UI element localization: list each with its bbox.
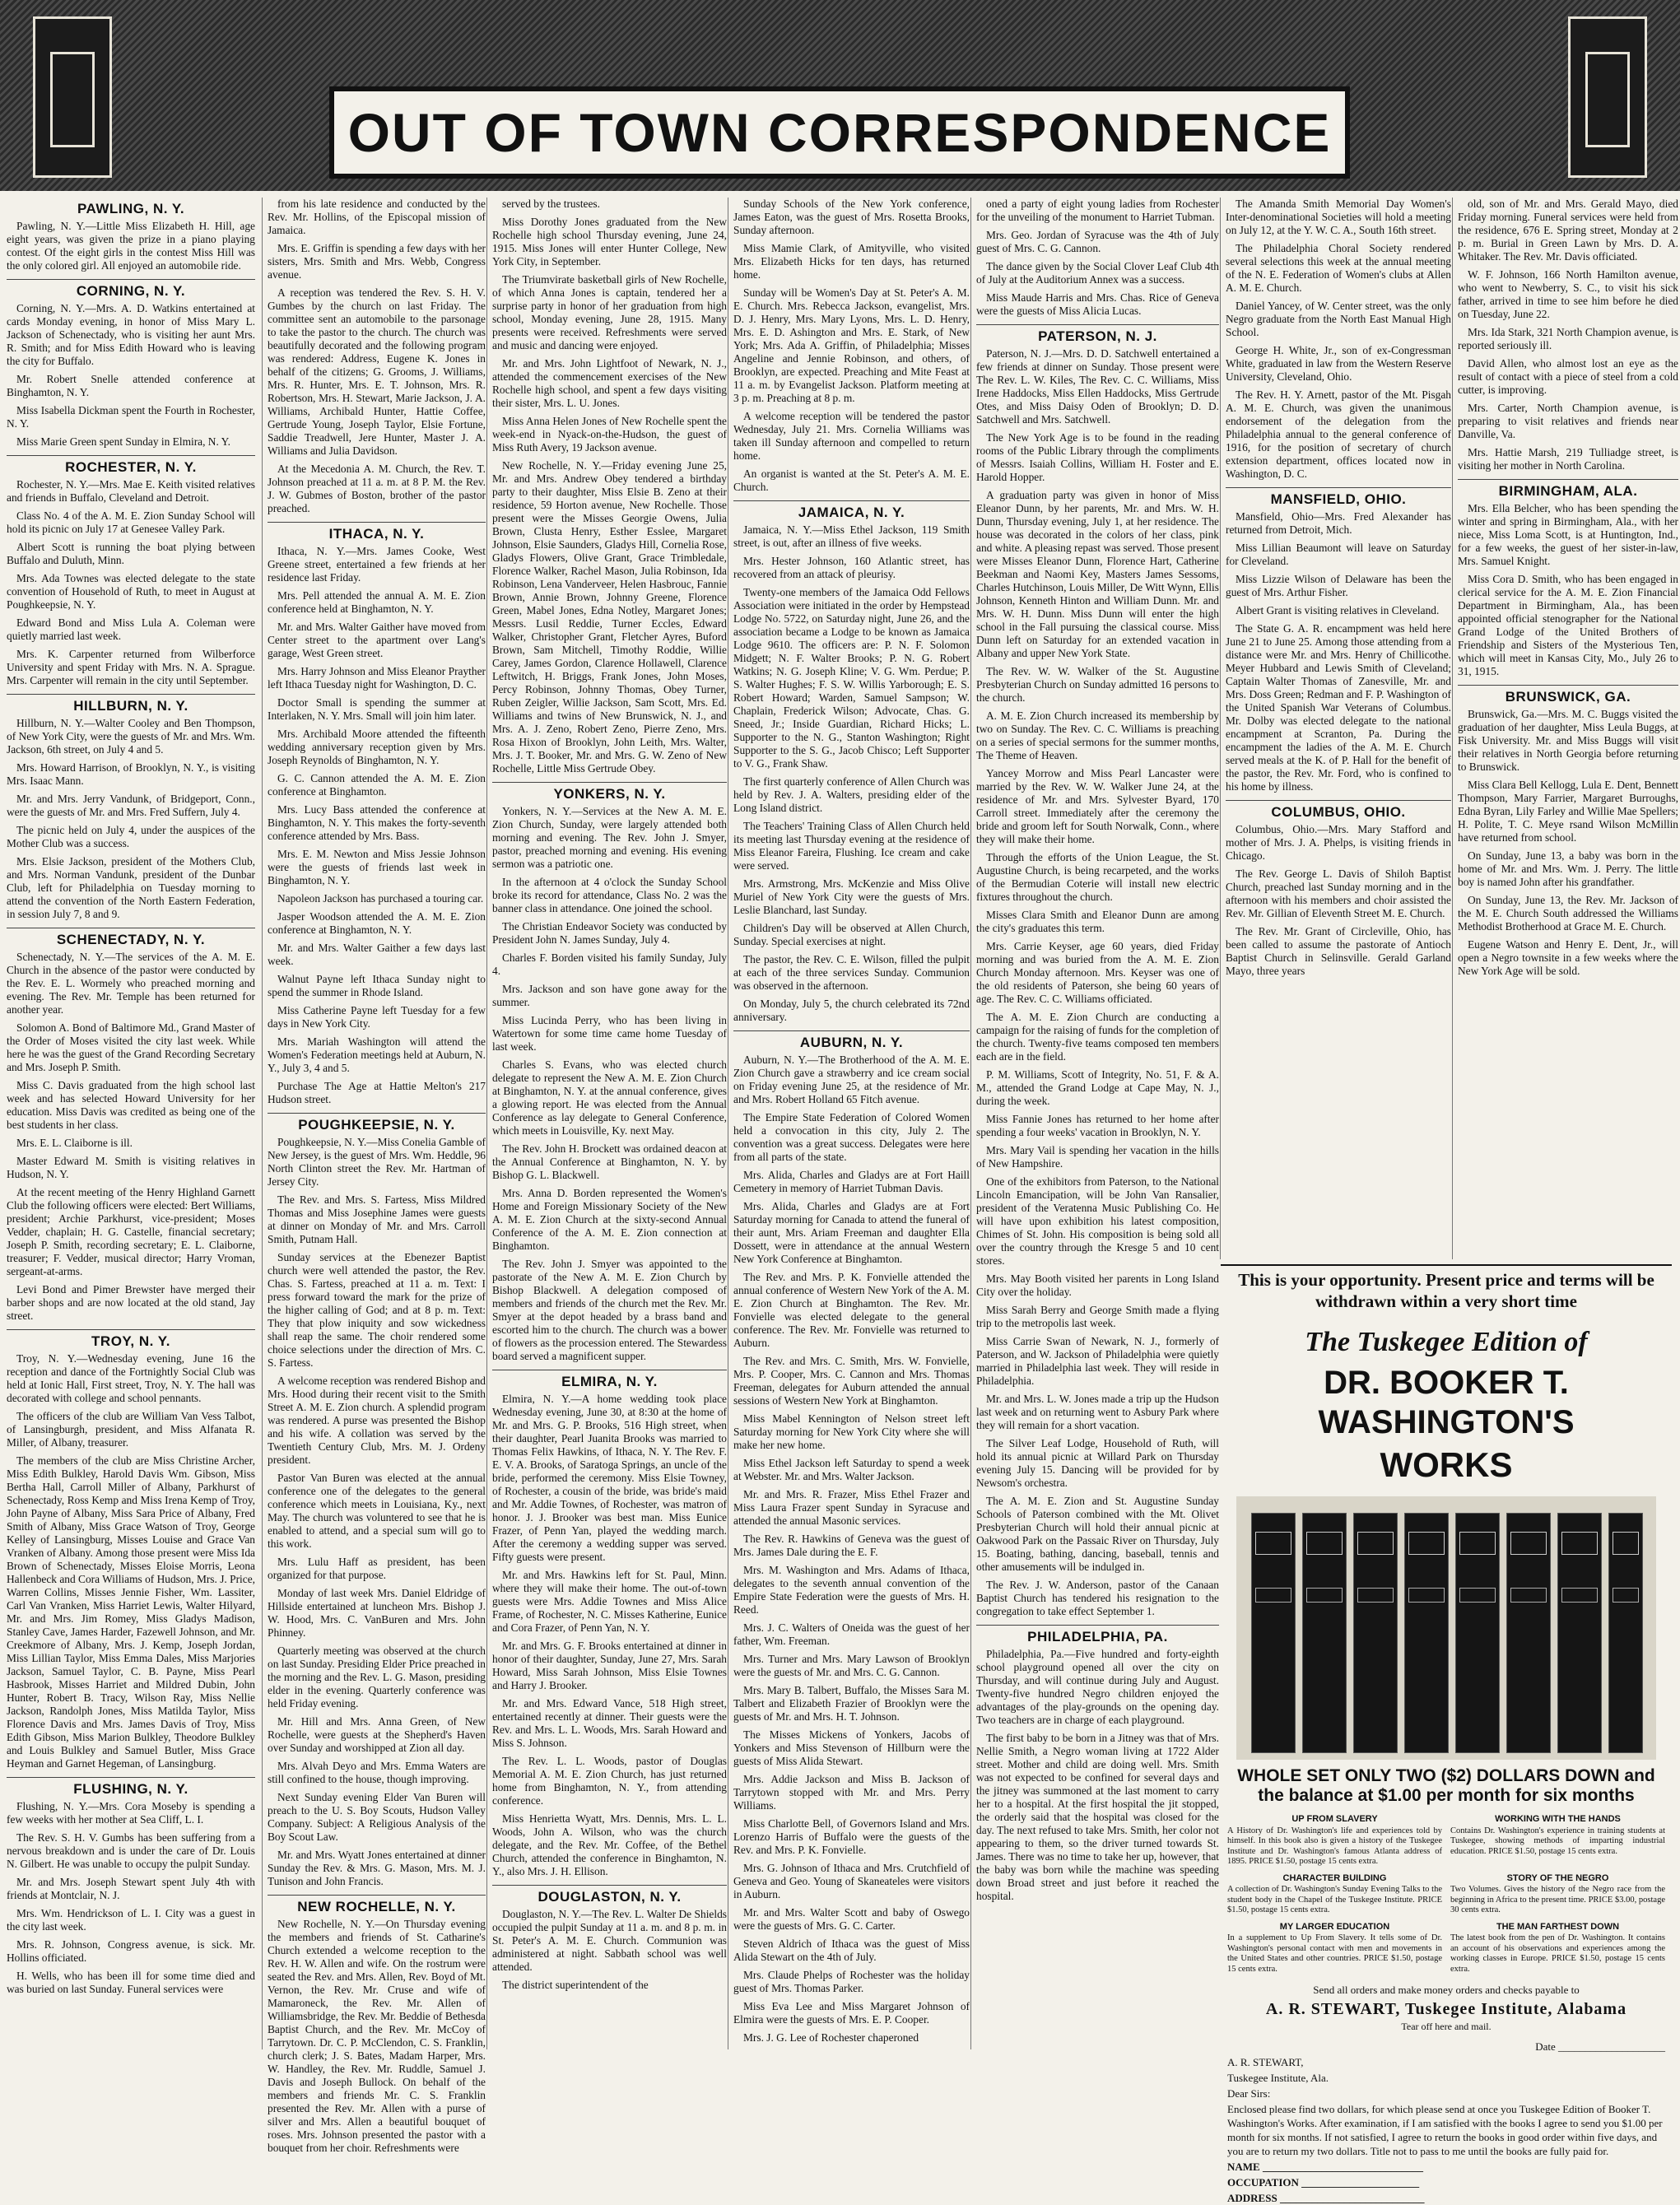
section-heading: CORNING, N. Y.	[7, 279, 255, 298]
order-form-name-label: NAME	[1227, 2161, 1260, 2173]
section-heading: SCHENECTADY, N. Y.	[7, 928, 255, 947]
article-paragraph: Mrs. Alida, Charles and Gladys are at Fort Saturday morning for Canada to attend the funeral of their aunt, Mrs. Ariam Freeman and daughter Ella Dossett, were in attendance at the annual Western New York Conference at Binghamton.	[733, 1200, 970, 1265]
article-paragraph: A welcome reception was rendered Bishop and Mrs. Hood during their recent visit to the Smith Street A. M. E. Zion church. A splendid program was rendered. A purse was presented the Bishop and his wife. A collation was served by the Twentieth Century Club, Mrs. M. J. Ordeny president.	[268, 1375, 486, 1466]
article-paragraph: Next Sunday evening Elder Van Buren will preach to the U. S. Boy Scouts, Hudson Valley Company. Subject: A Religious Analysis of the Boy Scout Law.	[268, 1791, 486, 1843]
section-heading: FLUSHING, N. Y.	[7, 1777, 255, 1796]
article-paragraph: Mrs. Geo. Jordan of Syracuse was the 4th of July guest of Mrs. C. G. Cannon.	[976, 229, 1219, 254]
ad-tear-off-note: Tear off here and mail.	[1401, 2021, 1492, 2032]
ad-book-title: CHARACTER BUILDING	[1282, 1872, 1387, 1883]
article-paragraph: Mrs. Hester Johnson, 160 Atlantic street, has recovered from an attack of pleurisy.	[733, 555, 970, 580]
article-paragraph: Miss Cora D. Smith, who has been engaged in clerical service for the A. M. E. Zion Financial Department in Birmingham, Ala., has been appointed official stenographer for the National Grand Lodge of the United Brothers of Friendship and Sisters of the Mysterious Ten, which will meet in Kansas City, Mo., July 26 to 31, 1915.	[1458, 573, 1678, 677]
article-paragraph: Miss Catherine Payne left Tuesday for a few days in New York City.	[268, 1004, 486, 1030]
article-paragraph: One of the exhibitors from Paterson, to the National Lincoln Emancipation, will be John Van Ransalier, president of the Veratenna Music Publishing Co. He will have upon exhibition his latest composition, Chimes of St. John. His composition is being sold all over the country through the Kresge 5 and 10 cent stores.	[976, 1175, 1219, 1267]
article-paragraph: Mrs. Jackson and son have gone away for the summer.	[492, 983, 727, 1008]
news-column-6	[1220, 198, 1451, 1259]
article-paragraph: Philadelphia, Pa.—Five hundred and forty-eighth school playground opened all over the city on Thursday, and will continue during July and August. Twenty-five hundred Negro children enjoyed the advantages of the play-grounds on the opening day. Two teachers are in charge of each playground.	[976, 1648, 1219, 1726]
book-spine-icon	[1353, 1513, 1398, 1753]
article-paragraph: Mrs. E. Griffin is spending a few days with her sisters, Mrs. Smith and Mrs. Webb, Congress avenue.	[268, 242, 486, 281]
article-paragraph: The State G. A. R. encampment was held here June 21 to June 25. Among those attending from a distance were Mr. and Mrs. Henry of Chillicothe. Meyer Hubbard and Lewis Smith of Cleveland; Captain Walter Thomas of Zanesville, Mr. and Mrs. Doss Green; Redman and F. P. Washington of the United Spanish War Veterans of Columbus. Mr. Dolby was elected delegate to the national encampment at Scranton, Pa. During the encampment the ladies of the A. M. E. Church served meals at the K. of P. Hall for the benefit of the pastor, the Rev. Mr. Ford, who is confined to his home by illness.	[1226, 622, 1451, 793]
article-paragraph: Miss Isabella Dickman spent the Fourth in Rochester, N. Y.	[7, 404, 255, 430]
article-paragraph: Purchase The Age at Hattie Melton's 217 Hudson street.	[268, 1080, 486, 1105]
article-paragraph: Paterson, N. J.—Mrs. D. D. Satchwell entertained a few friends at dinner on Sunday. Those present were The Rev. L. W. Kiles, The Rev. C. C. Williams, Miss Irene Haddocks, Miss Ellen Haddocks, Miss Gertrude Otes, and Miss Daisy Oden of Brooklyn; D. D. Satchwell and Mrs. Satchwell.	[976, 347, 1219, 426]
article-paragraph: The New York Age is to be found in the reading rooms of the Public Library through the compliments of Messrs. Isaiah Collins, William H. Foster and E. Harold Hopper.	[976, 431, 1219, 483]
news-column-7	[1452, 198, 1678, 1259]
article-paragraph: Mrs. Carter, North Champion avenue, is preparing to visit relatives and friends near Danville, Va.	[1458, 402, 1678, 440]
article-paragraph: Mr. and Mrs. Walter Scott and baby of Oswego were the guests of Mrs. G. C. Carter.	[733, 1906, 970, 1932]
ad-book-title: WORKING WITH THE HANDS	[1495, 1814, 1621, 1824]
ad-book-description: In a supplement to Up From Slavery. It tells some of Dr. Washington's personal contact with men and movements in the United States and other countries. PRICE $1.50, postage 15 cents extra.	[1227, 1933, 1442, 1974]
article-paragraph: Mrs. Carrie Keyser, age 60 years, died Friday morning and was buried from the A. M. E. Zion Church Monday afternoon. Mrs. Keyser was one of the old residents of Paterson, she being 60 years of age. The Rev. C. C. Williams officiated.	[976, 940, 1219, 1005]
news-column-1	[7, 198, 255, 2049]
article-paragraph: The Rev. and Mrs. C. Smith, Mrs. W. Fonvielle, Mrs. P. Cooper, Mrs. C. Cannon and Mrs. Thomas Freeman, delegates for Auburn attended the annual sessions of Western New York at Binghamton.	[733, 1355, 970, 1407]
article-paragraph: Miss Fannie Jones has returned to her home after spending a four weeks' vacation in Brooklyn, N. Y.	[976, 1113, 1219, 1138]
article-paragraph: Edward Bond and Miss Lula A. Coleman were quietly married last week.	[7, 616, 255, 642]
ad-book-description: A History of Dr. Washington's life and experiences told by himself. In this book also is given a history of the Tuskegee Institute and Dr. Washington's famous Atlanta address of 1895. PRICE $1.50, postage 15 cents extra.	[1227, 1826, 1442, 1866]
ad-book-entry	[1227, 1919, 1442, 1978]
article-paragraph: At the recent meeting of the Henry Highland Garnett Club the following officers were elected: Bert Williams, president; Archie Parkhurst, vice-president; Moses Vedder, chaplain; H. G. Castelle, financial secretary; Joseph P. Smith, recording secretary; E. L. Claiborne, treasurer; F. Vedder, musical director; Harry Vroman, sergeant-at-arms.	[7, 1186, 255, 1277]
order-form: Date ____________________ A. R. STEWART, Tuskegee Institute, Ala. Dear Sirs: Enclosed please find two dollars, for which please send at once you Tuskegee Edition of Booker T. Washington's Works. After examination, if I am satisfied with the books I agree to send you $1.00 per month for six months. If not satisfied, I agree to return the books in good order within five days, and you are to return my two dollars. Title not to pass to me until the books are fully paid for. NAME ______________________________ OCCUPATION ______________________ ADDRESS ___________________________	[1227, 2040, 1665, 2204]
article-paragraph: Mrs. Claude Phelps of Rochester was the holiday guest of Mrs. Thomas Parker.	[733, 1969, 970, 1994]
book-spine-icon	[1608, 1513, 1643, 1753]
order-form-body: Enclosed please find two dollars, for which please send at once you Tuskegee Edition of Booker T. Washington's Works. After examination, if I am satisfied with the books I agree to send you $1.00 per month for six months. If not satisfied, I agree to return the books in good order within five days, and you are to return my two dollars. Title not to pass to me until the books are fully paid for.	[1227, 2103, 1663, 2157]
article-paragraph: Hillburn, N. Y.—Walter Cooley and Ben Thompson, of New York City, were the guests of Mr. and Mrs. Wm. Jackson, 6th street, on July 4 and 5.	[7, 717, 255, 756]
article-paragraph: Mrs. Hattie Marsh, 219 Tulliadge street, is visiting her mother in North Carolina.	[1458, 446, 1678, 472]
article-paragraph: The A. M. E. Zion Church are conducting a campaign for the raising of funds for the completion of the church. Twenty-five teams composed ten members each are in the field.	[976, 1011, 1219, 1063]
article-paragraph: A welcome reception will be tendered the pastor Wednesday, July 21. Mrs. Cornelia Williams was taken ill Sunday afternoon and compelled to return home.	[733, 410, 970, 462]
article-paragraph: Doctor Small is spending the summer at Interlaken, N. Y. Mrs. Small will join him later.	[268, 696, 486, 722]
article-paragraph: The first quarterly conference of Allen Church was held by Rev. J. A. Walters, presiding elder of the Long Island district.	[733, 775, 970, 814]
article-paragraph: oned a party of eight young ladies from Rochester for the unveiling of the monument to Harriet Tubman.	[976, 198, 1219, 223]
article-paragraph: Mansfield, Ohio—Mrs. Fred Alexander has returned from Detroit, Mich.	[1226, 510, 1451, 536]
article-paragraph: Children's Day will be observed at Allen Church, Sunday. Special exercises at night.	[733, 922, 970, 947]
article-paragraph: Mr. and Mrs. Jerry Vandunk, of Bridgeport, Conn., were the guests of Mr. and Mrs. Fred Suffern, July 4.	[7, 793, 255, 818]
article-paragraph: Schenectady, N. Y.—The services of the A. M. E. Church in the absence of the pastor were conducted by the Rev. E. L. Wormely who preached morning and evening. The Rev. Mr. Temple has been returned for another year.	[7, 951, 255, 1016]
masthead-banner	[329, 86, 1350, 179]
masthead	[0, 0, 1680, 191]
article-paragraph: The dance given by the Social Clover Leaf Club 4th of July at the Auditorium Annex was a success.	[976, 260, 1219, 286]
article-paragraph: New Rochelle, N. Y.—Friday evening June 25, Mr. and Mrs. Andrew Obey tendered a birthday party to their daughter, Miss Elsie B. Zeno at their residence, 59 Horton avenue, New Rochelle. Those present were the Misses Georgie Owens, Julia Brown, Clusta Henry, Esther Esslee, Margaret Johnson, Elsie Saunders, Gladys Hill, Cornelia Rose, Gladys Flowers, Olive Grant, Grace Trimbledale, Florence Walker, Rachel Mason, Julia Robinson, Ida Robinson, Lena Vanderveer, Helen Hasbrouc, Fannie Brown, Annie Brown, Johnny Greene, Florence Green, Mabel Jones, Edna Notley, Margaret Jones; Messrs. Lusil Reddie, Turner Eccles, Edward Walker, Christopher Grant, Fletcher Ayres, Buford Brown, Sam Mitchell, Timothy Roddie, Willie Carey, James Gordon, Clarence Hollawell, Clarence Leftwitch, H. Briggs, Frank Jones, John Moses, Percy Robinson, Johnny Thomas, Obey Turner, Ruben Zeigler, Willie Jackson, Sam Scott, Mrs. Ed. Williams and twins of New Brunswick, N. J., and Mrs. A. J. Zeno, Robert Zeno, Pierre Zeno, Mrs. Rosa Hixon of Brooklyn, John Leith, Mrs. Walter, Mrs. J. T. Booker, Mr. and Mrs. G. W. Zeno of New Rochelle, Little Miss Gertrude Obey.	[492, 459, 727, 775]
article-paragraph: Mrs. E. M. Newton and Miss Jessie Johnson were the guests of friends last week in Binghamton, N. Y.	[268, 848, 486, 886]
article-paragraph: The members of the club are Miss Christine Archer, Miss Edith Bulkley, Harold Davis Wm. Gibson, Miss Bertha Hall, Carroll Miller of Albany, Parkhurst of Schenectady, Ross Kemp and Miss Irena Kemp of Troy, John Payne of Albany, Miss Sara Price of Albany, Fred Smith of Albany, Miss Grace Watson of Troy, George Kelley of Lansingburg, Misses Louise and Grace Van Vranken of Albany. Among those present were Miss Ida Brown of Schenectady, Misses Eloise Morris, Leona Hallenbeck and Cora Williams of Hudson, Mrs. J. Price, Warren Collins, Misses Jennie Fisher, Wm. Lassiter, Carl Van Vranken, Miss Harriet Lewis, Walter Hilyard, Mr. and Mrs. Jim Romey, Miss Gladys Madison, Stanley Cave, James Harder, Fazewell Johnson, and Mr. Creekmore of Albany, Mrs. J. Kemp, Joseph Jordan, Miss Lillian Taylor, Miss Emma Dales, Miss Marjories Jackson, Samuel Taylor, C. B. Payne, Miss Pearl Hasbrook, Misses Harriet and Mildred Dubin, John Hunter, Robert B. Tracy, Wilson Ray, Miss Nellie Jackson, Randolph Jones, Miss Matilda Taylor, Miss Florence Davis and Mrs. James Davis of Troy, Miss Edith Gibson, Miss Marion Bulkley, Theodore Bulkley and Louis Bulkley and Samuel Butler, Miss Grace Heyman and Garnet Hegeman, of Lansingburg.	[7, 1454, 255, 1770]
section-heading: MANSFIELD, OHIO.	[1226, 487, 1451, 506]
article-paragraph: The A. M. E. Zion and St. Augustine Sunday Schools of Paterson combined with the Mt. Olivet Presbyterian Church will hold their annual picnic at Oakwood Park on the Passaic River on Thursday, July 15. Boating, bathing, dancing, baseball, tennis and other amusements will be indulged in.	[976, 1495, 1219, 1573]
article-paragraph: Mrs. Mary B. Talbert, Buffalo, the Misses Sara M. Talbert and Elizabeth Frazier of Brooklyn were the guests of Mr. and Mrs. H. T. Johnson.	[733, 1684, 970, 1723]
book-spine-icon	[1506, 1513, 1551, 1753]
ad-book-description: A collection of Dr. Washington's Sunday Evening Talks to the student body in the Chapel of the Tuskegee Institute. PRICE $1.50, postage 15 cents extra.	[1227, 1885, 1442, 1914]
article-paragraph: The Rev. W. W. Walker of the St. Augustine Presbyterian Church on Sunday admitted 16 persons to the church.	[976, 665, 1219, 704]
ad-edition-title: The Tuskegee Edition of	[1305, 1327, 1588, 1357]
ad-address: A. R. STEWART, Tuskegee Institute, Alabama	[1265, 2000, 1627, 2018]
article-paragraph: Mrs. Archibald Moore attended the fifteenth wedding anniversary reception given by Mrs. Joseph Reynolds of Binghamton, N. Y.	[268, 728, 486, 766]
article-paragraph: The Rev. and Mrs. P. K. Fonvielle attended the annual conference of Western New York of the A. M. E. Zion Church at Binghamton. The Rev. Mr. Fonvielle was elected delegate to the general conference. The Rev. Mr. Fonvielle was returned to Auburn.	[733, 1271, 970, 1349]
article-paragraph: Mrs. Harry Johnson and Miss Eleanor Prayther left Ithaca Tuesday night for Washington, D. C.	[268, 665, 486, 691]
article-paragraph: The picnic held on July 4, under the auspices of the Mother Club was a success.	[7, 824, 255, 849]
article-paragraph: New Rochelle, N. Y.—On Thursday evening the members and friends of St. Catharine's Church extended a welcome reception to the Rev. H. W. Allen and wife. On the rostrum were seated the Rev. and Mrs. Allen, Rev. Boyd of Mt. Vernon, the Rev. Mr. Cruse and wife of Mamaroneck, the Rev. Mr. Allen of Williamsbridge, the Rev. Mr. Beddie of Bethesda Baptist Church, and the Rev. Mr. McCoy of Tarrytown. Dr. C. P. McClendon, C. S. Franklin, church clerk; J. S. Bates, Madam Harper, Mrs. W. Handley, the Rev. Mr. Ruddle, Samuel J. Davis and Joseph Bullock. On behalf of the members and friends Mr. C. S. Franklin presented the Rev. Mr. Allen with a purse of silver and Mrs. Allen a beautiful bouquet of roses. Mrs. Johnson presented the pastor with a bouquet from her choir. Refreshments were	[268, 1918, 486, 2154]
article-paragraph: Miss Sarah Berry and George Smith made a flying trip to the metropolis last week.	[976, 1304, 1219, 1329]
ad-opportunity-line: This is your opportunity. Present price and terms will be withdrawn within a very short time	[1238, 1270, 1654, 1311]
article-paragraph: Miss Ethel Jackson left Saturday to spend a week at Webster. Mr. and Mrs. Walter Jackson.	[733, 1457, 970, 1482]
ad-works-title: WORKS	[1380, 1445, 1513, 1484]
article-paragraph: The Rev. John J. Smyer was appointed to the pastorate of the New A. M. E. Zion Church by Bishop Blackwell. A delegation composed of members and friends of the church met the Rev. Mr. Smyer at the depot headed by a brass band and escorted him to the church. The church was a bower of flowers as the procession entered. The Stewardess board served a magnificent supper.	[492, 1258, 727, 1362]
article-paragraph: The Silver Leaf Lodge, Household of Ruth, will hold its annual picnic at Willard Park on Thursday evening July 15. Dancing will be provided for by Newsom's orchestra.	[976, 1437, 1219, 1489]
section-heading: DOUGLASTON, N. Y.	[492, 1885, 727, 1904]
article-paragraph: A graduation party was given in honor of Miss Eleanor Dunn, by her parents, Mr. and Mrs. W. H. Dunn, Thursday evening, July 1, at her residence. The house was decorated in the colors of her class, pink and white. A pleasing repast was served. Those present were Misses Eleanor Dunn, Florence Hart, Catherine Beekman and Naomi Key, Masters James Sessoms, Charles Hutchinson, Louis Miller, De Witt Wynn, Ellis Johnson, Kenneth Hinton and William Dunn. Mr. and Mrs. W. H. Dunn. Miss Dunn will enter the high school in the Fall pursuing the classical course. Miss Dunn left on Saturday for an extended vacation in Albany and upper New York State.	[976, 489, 1219, 659]
ad-send-orders: Send all orders and make money orders and checks payable to	[1313, 1984, 1580, 1996]
ad-book-description: The latest book from the pen of Dr. Washington. It contains an account of his observations and experiences among the working classes in Europe. PRICE $1.50, postage 15 cents extra.	[1450, 1933, 1665, 1974]
article-paragraph: Sunday Schools of the New York conference, James Eaton, was the guest of Mrs. Rosetta Brooks, Sunday afternoon.	[733, 198, 970, 236]
article-paragraph: At the Mecedonia A. M. Church, the Rev. T. Johnson preached at 11 a. m. at 8 P. M. the Rev. J. W. Gubmes of Boston, brother of the pastor preached.	[268, 463, 486, 514]
article-paragraph: Mrs. Armstrong, Mrs. McKenzie and Miss Olive Muriel of New York City were the guests of Mrs. Leslie Blanchard, last Sunday.	[733, 877, 970, 916]
article-paragraph: Mrs. J. C. Walters of Oneida was the guest of her father, Wm. Freeman.	[733, 1621, 970, 1647]
article-paragraph: served by the trustees.	[502, 198, 600, 210]
article-paragraph: G. C. Cannon attended the A. M. E. Zion conference at Binghamton.	[268, 772, 486, 798]
article-paragraph: Mrs. Elsie Jackson, president of the Mothers Club, and Mrs. Norman Vandunk, president of the Dunbar Club, left for Philadelphia on Tuesday morning to attend the convention of the North Eastern Federation, in session July 7, 8 and 9.	[7, 855, 255, 920]
article-paragraph: Miss Maude Harris and Mrs. Chas. Rice of Geneva were the guests of Miss Alicia Lucas.	[976, 291, 1219, 317]
article-paragraph: Mrs. Mariah Washington will attend the Women's Federation meetings held at Auburn, N. Y., July 3, 4 and 5.	[268, 1035, 486, 1074]
article-paragraph: Troy, N. Y.—Wednesday evening, June 16 the reception and dance of the Fortnightly Social Club was held at Ionic Hall, First street, Troy, N. Y. The hall was decorated with college and school pennants.	[7, 1352, 255, 1404]
article-paragraph: Miss Charlotte Bell, of Governors Island and Mrs. Lorenzo Harris of Buffalo were the guests of the Rev. and Mrs. P. K. Fonvielle.	[733, 1817, 970, 1856]
order-form-salutation: Dear Sirs:	[1227, 2087, 1271, 2100]
article-paragraph: Mr. and Mrs. Joseph Stewart spent July 4th with friends at Montclair, N. J.	[7, 1876, 255, 1901]
book-set-illustration	[1236, 1496, 1656, 1760]
masthead-ornament-left	[33, 16, 112, 178]
article-paragraph: Elmira, N. Y.—A home wedding took place Wednesday evening, June 30, at 8:30 at the home of Mr. and Mrs. G. P. Brooks, 516 High street, when their daughter, Pearl Juanita Brooks was married to Thomas Felix Hawkins, of Ithaca, N. Y. The Rev. F. E. V. A. Brooks, of Saratoga Springs, an uncle of the bride, performed the ceremony. Miss Elsie Towney, of Rochester, a cousin of the bride, was bride's maid and Mr. Addie Townes, of Rochester, was matron of honor. J. J. Brooker was best man. Miss Eunice Frazer, of Penn Yan, played the wedding march. After the ceremony a wedding supper was served. Fifty guests were present.	[492, 1393, 727, 1563]
article-paragraph: Miss Mamie Clark, of Amityville, who visited Mrs. Elizabeth Hicks for ten days, has returned home.	[733, 242, 970, 281]
tuskegee-edition-advertisement	[1221, 1264, 1672, 2204]
article-paragraph: Mr. and Mrs. Walter Gaither have moved from Center street to the apartment over Lang's garage, West Green street.	[268, 621, 486, 659]
article-paragraph: Mrs. Ida Stark, 321 North Champion avenue, is reported seriously ill.	[1458, 326, 1678, 351]
ad-book-entry	[1450, 1919, 1665, 1978]
ad-book-title: UP FROM SLAVERY	[1291, 1814, 1378, 1824]
section-heading: TROY, N. Y.	[7, 1329, 255, 1348]
article-paragraph: Mr. and Mrs. Hawkins left for St. Paul, Minn. where they will make their home. The out-of-town guests were Mrs. Addie Townes and Miss Alice Frame, of Rochester, N. C. Misses Katherine, Eunice and Cora Frazer, of Penn Yan, N. Y.	[492, 1569, 727, 1634]
article-paragraph: Mrs. May Booth visited her parents in Long Island City over the holiday.	[976, 1272, 1219, 1298]
article-paragraph: The district superintendent of the	[502, 1979, 649, 1991]
article-paragraph: The Philadelphia Choral Society rendered several selections this week at the annual meeting of the N. E. Federation of Women's clubs at Allen A. M. E. Church.	[1226, 242, 1451, 294]
ad-book-description: Contains Dr. Washington's experience in training students at Tuskegee, showing methods of imparting industrial education. PRICE $1.50, postage 15 cents extra.	[1450, 1826, 1665, 1856]
article-paragraph: Mrs. Alida, Charles and Gladys are at Fort Haill Cemetery in memory of Harriet Tubman Davis.	[733, 1169, 970, 1194]
article-paragraph: Steven Aldrich of Ithaca was the guest of Miss Alida Stewart on the 4th of July.	[733, 1938, 970, 1963]
ad-book-list	[1227, 1811, 1665, 1977]
section-heading: ELMIRA, N. Y.	[492, 1370, 727, 1389]
article-paragraph: Mrs. Lucy Bass attended the conference at Binghamton, N. Y. This makes the forty-seventh conference attended by Mrs. Bass.	[268, 803, 486, 842]
article-paragraph: The Rev. H. Y. Arnett, pastor of the Mt. Pisgah A. M. E. Church, was given the unanimous endorsement of the delegation from the Philadelphia annual to the general conference of 1916, for the position of secretary of church extension department, offices located now in Washington, D. C.	[1226, 388, 1451, 480]
order-form-date-label: Date	[1535, 2040, 1556, 2053]
article-paragraph: Miss C. Davis graduated from the high school last week and has selected Howard University for her education. Miss Davis was credited as being one of the best students in her class.	[7, 1079, 255, 1131]
ad-book-title: THE MAN FARTHEST DOWN	[1496, 1921, 1620, 1932]
article-paragraph: Mrs. Ella Belcher, who has been spending the winter and spring in Birmingham, Ala., with her niece, Miss Loma Scott, is at Huntington, Ind., for a few weeks, the guest of her sister-in-law, Mrs. Samuel Knight.	[1458, 502, 1678, 567]
section-heading: AUBURN, N. Y.	[733, 1030, 970, 1049]
article-paragraph: Mrs. Pell attended the annual A. M. E. Zion conference held at Binghamton, N. Y.	[268, 589, 486, 615]
article-paragraph: Mrs. E. L. Claiborne is ill.	[16, 1137, 133, 1149]
ad-book-title: MY LARGER EDUCATION	[1279, 1921, 1390, 1932]
article-paragraph: Mr. and Mrs. R. Frazer, Miss Ethel Frazer and Miss Laura Frazer spent Sunday in Syracuse and attended the annual Masonic services.	[733, 1488, 970, 1527]
article-paragraph: The first baby to be born in a Jitney was that of Mrs. Nellie Smith, a Negro woman living at 1722 Alder street. Mother and child are doing well. Mrs. Smith was not expected to be confined for several days and the jitney was summoned at the last moment to carry her to a hospital. At the first hospital the jit stopped, the orderly said that the hospital was closed for the day. The next refused to take Mrs. Smith, her color not appearing to them, so the driver turned towards St. James. There was no time to take her up, however, that the baby was born while the machine was speeding down Broad street and just before it reached the hospital.	[976, 1732, 1219, 1902]
article-paragraph: Master Edward M. Smith is visiting relatives in Hudson, N. Y.	[7, 1155, 255, 1180]
article-paragraph: Walnut Payne left Ithaca Sunday night to spend the summer in Rhode Island.	[268, 973, 486, 998]
ad-book-description: Two Volumes. Gives the history of the Negro race from the beginning in Africa to the present time. PRICE $3.00, postage 30 cents extra.	[1450, 1885, 1665, 1914]
article-paragraph: Ithaca, N. Y.—Mrs. James Cooke, West Greene street, entertained a few friends at her residence last Friday.	[268, 545, 486, 584]
book-spine-icon	[1251, 1513, 1296, 1753]
article-paragraph: Albert Grant is visiting relatives in Cleveland.	[1236, 604, 1440, 616]
article-paragraph: The Rev. John H. Brockett was ordained deacon at the Annual Conference at Binghamton, N. Y. by Bishop G. L. Blackwell.	[492, 1142, 727, 1181]
article-paragraph: Through the efforts of the Union League, the St. Augustine Church, is being recarpeted, and the works of the Bermudian Coterie will install new electric fixtures throughout the church.	[976, 851, 1219, 903]
article-paragraph: In the afternoon at 4 o'clock the Sunday School broke its record for attendance, Class No. 2 was the banner class in attendance. One joined the school.	[492, 876, 727, 914]
section-heading: YONKERS, N. Y.	[492, 782, 727, 801]
article-paragraph: Mrs. G. Johnson of Ithaca and Mrs. Crutchfield of Geneva and Geo. Young of Skaneateles were visitors in Auburn.	[733, 1862, 970, 1900]
section-heading: BRUNSWICK, GA.	[1458, 685, 1678, 704]
article-paragraph: Quarterly meeting was observed at the church on last Sunday. Presiding Elder Price preached in the morning and the Rev. L. G. Mason, presiding elder in the evening. Quarterly conference was held Friday evening.	[268, 1644, 486, 1710]
article-paragraph: Mrs. Wm. Hendrickson of L. I. City was a guest in the city last week.	[7, 1907, 255, 1933]
article-paragraph: Eugene Watson and Henry E. Dent, Jr., will open a Negro townsite in a few weeks where the New York Age will be sold.	[1458, 938, 1678, 977]
article-paragraph: Mr. and Mrs. Wyatt Jones entertained at dinner Sunday the Rev. & Mrs. G. Mason, Mrs. M. J. Tunison and John Francis.	[268, 1849, 486, 1887]
article-paragraph: old, son of Mr. and Mrs. Gerald Mayo, died Friday morning. Funeral services were held from the residence, 676 E. Spring street, Monday at 2 p. m. Burial in Green Lawn by Mrs. D. A. Whitaker. The Rev. Mr. Davis officiated.	[1458, 198, 1678, 263]
article-paragraph: Mrs. Howard Harrison, of Brooklyn, N. Y., is visiting Mrs. Isaac Mann.	[7, 761, 255, 787]
article-paragraph: Pastor Van Buren was elected at the annual conference one of the delegates to the general conference which meets in Louisiana, Ky., next May. The church was voluntered to see that he is enabled to attend, and a special sum will go to this work.	[268, 1472, 486, 1550]
article-paragraph: Mrs. Mary Vail is spending her vacation in the hills of New Hampshire.	[976, 1144, 1219, 1170]
article-paragraph: Miss Lillian Beaumont will leave on Saturday for Cleveland.	[1226, 542, 1451, 567]
article-paragraph: The Triumvirate basketball girls of New Rochelle, of which Anna Jones is captain, tendered her a surprise party in honor of her graduation from high school, Monday evening, June 28, 1915. Many presents were received. Refreshments were served and music and dancing were enjoyed.	[492, 273, 727, 351]
article-paragraph: The pastor, the Rev. C. E. Wilson, filled the pulpit at each of the three services Sunday. Communion was observed in the afternoon.	[733, 953, 970, 992]
ad-book-entry	[1450, 1870, 1665, 1919]
article-paragraph: Rochester, N. Y.—Mrs. Mae E. Keith visited relatives and friends in Buffalo, Cleveland and Detroit.	[7, 478, 255, 504]
article-paragraph: Miss Anna Helen Jones of New Rochelle spent the week-end in Nyack-on-the-Hudson, the guest of Miss Ruth Avery, 19 Jackson avenue.	[492, 415, 727, 454]
article-paragraph: H. Wells, who has been ill for some time died and was buried on last Sunday. Funeral services were	[7, 1970, 255, 1995]
article-paragraph: Columbus, Ohio.—Mrs. Mary Stafford and mother of Mrs. J. A. Phelps, is visiting friends in Chicago.	[1226, 823, 1451, 862]
article-paragraph: Yancey Morrow and Miss Pearl Lancaster were married by the Rev. W. W. Walker June 24, at the residence of Mr. and Mrs. Sylvester Byard, 170 Carroll street. Immediately after the ceremony the bride and groom left for South Norwalk, Conn., where they will make their home.	[976, 767, 1219, 845]
book-spine-icon	[1557, 1513, 1602, 1753]
section-heading: JAMAICA, N. Y.	[733, 500, 970, 519]
ad-book-title: STORY OF THE NEGRO	[1506, 1872, 1609, 1883]
article-paragraph: The Rev. George L. Davis of Shiloh Baptist Church, preached last Sunday morning and in the afternoon with his members and choir assisted the Rev. Mr. Gillian of Eleventh Street M. E. Church.	[1226, 868, 1451, 919]
order-form-address-label: ADDRESS	[1227, 2192, 1277, 2204]
article-paragraph: Jasper Woodson attended the A. M. E. Zion conference at Binghamton, N. Y.	[268, 910, 486, 936]
article-paragraph: Flushing, N. Y.—Mrs. Cora Moseby is spending a few weeks with her mother at Sea Cliff, L. I.	[7, 1800, 255, 1826]
article-paragraph: Pawling, N. Y.—Little Miss Elizabeth H. Hill, age eight years, was given the prize in a piano playing contest. Of the eight girls in the contest Miss Hill was the only colored girl. All enjoyed an automobile ride.	[7, 220, 255, 272]
order-form-address: Tuskegee Institute, Ala.	[1227, 2072, 1329, 2084]
article-paragraph: Mr. and Mrs. L. W. Jones made a trip up the Hudson last week and on returning went to Asbury Park where they will remain for a short vacation.	[976, 1393, 1219, 1431]
book-spine-icon	[1404, 1513, 1449, 1753]
article-paragraph: The Misses Mickens of Yonkers, Jacobs of Yonkers and Miss Stevenson of Hillburn were the guests of Miss Alida Stewart.	[733, 1728, 970, 1767]
article-paragraph: Charles S. Evans, who was elected church delegate to represent the New A. M. E. Zion Church at Binghamton, N. Y. at the annual conference, gives a glowing report. He was elected from the Annual Conference as lay delegate to General Conference, which meets in Louisville, Ky. next May.	[492, 1058, 727, 1137]
order-form-occupation-label: OCCUPATION	[1227, 2176, 1299, 2189]
article-paragraph: Mrs. M. Washington and Mrs. Adams of Ithaca, delegates to the seventh annual convention of the Empire State Federation were the guests of Mrs. H. Reed.	[733, 1564, 970, 1616]
article-paragraph: The Amanda Smith Memorial Day Women's Inter-denominational Societies will hold a meeting on July 12, at the Y. W. C. A., South 16th street.	[1226, 198, 1451, 236]
article-paragraph: The officers of the club are William Van Vess Talbot, of Lansingburgh, president, and Miss Alfanata R. Miller, of Albany, treasurer.	[7, 1410, 255, 1449]
section-heading: HILLBURN, N. Y.	[7, 694, 255, 713]
article-paragraph: The Rev. L. L. Woods, pastor of Douglas Memorial A. M. E. Zion Church, has just returned home from Binghamton, N. Y., from attending conference.	[492, 1755, 727, 1807]
section-heading: PATERSON, N. J.	[976, 324, 1219, 343]
article-paragraph: Mr. Hill and Mrs. Anna Green, of New Rochelle, were guests at the Shepherd's Haven over Sunday and worshipped at Zion all day.	[268, 1715, 486, 1754]
article-paragraph: The Rev. J. W. Anderson, pastor of the Canaan Baptist Church has tendered his resignation to the congregation to take effect September 1.	[976, 1579, 1219, 1617]
article-paragraph: Miss Lucinda Perry, who has been living in Watertown for some time came home Tuesday of last week.	[492, 1014, 727, 1053]
article-paragraph: A reception was tendered the Rev. S. H. V. Gumbes by the church on last Friday. The committee sent an automobile to the parsonage to take the pastor to the church. The church was beautifully decorated and the following program was rendered: Address, Eugene K. Jones in behalf of the citizens; G. Grooms, J. Williams, Mrs. R. Hunter, Mrs. E. T. Johnson, Mrs. R. Robertson, Mrs. H. Stewart, Marie Jackson, J. A. Williams, Archibald Hunter, Hattie Coffee, Gertrude Young, Joseph Taylor, Elsie Fortune, Saddie Treadwell, Jere Hunter, Master J. A. Williams and Julia Davidson.	[268, 286, 486, 457]
article-paragraph: Monday of last week Mrs. Daniel Eldridge of Hillside entertained at luncheon Mrs. Bishop J. W. Hood, Mrs. C. VanBuren and Mrs. John Phinney.	[268, 1587, 486, 1639]
article-paragraph: Levi Bond and Pimer Brewster have merged their barber shops and are now located at the old stand, Jay street.	[7, 1283, 255, 1322]
article-paragraph: Mrs. Anna D. Borden represented the Women's Home and Foreign Missionary Society of the New A. M. E. Zion Church at the sixty-second Annual Conference of the A. M. E. Zion connection at Binghamton.	[492, 1187, 727, 1252]
article-paragraph: Mrs. K. Carpenter returned from Wilberforce University and spent Friday with Mrs. N. A. Sprague. Mrs. Carpenter will remain in the city until September.	[7, 648, 255, 686]
news-column-3	[486, 198, 727, 2049]
article-paragraph: W. F. Johnson, 166 North Hamilton avenue, who went to Newberry, S. C., to visit his sick father, arrived in time to see him before he died on Tuesday, June 22.	[1458, 268, 1678, 320]
ad-book-entry	[1227, 1811, 1442, 1870]
article-paragraph: On Sunday, June 13, the Rev. Mr. Jackson of the M. E. Church South addressed the Williams Methodist Brotherhood at Grace M. E. Church.	[1458, 894, 1678, 933]
news-column-4	[728, 198, 970, 2049]
article-paragraph: David Allen, who almost lost an eye as the result of contact with a piece of steel from a cold cutter, is improving.	[1458, 357, 1678, 396]
ad-book-entry	[1450, 1811, 1665, 1870]
article-paragraph: The Rev. R. Hawkins of Geneva was the guest of Mrs. James Dale during the E. F.	[733, 1533, 970, 1558]
article-paragraph: Twenty-one members of the Jamaica Odd Fellows Association were initiated in the order by Hempstead Lodge No. 5722, on Saturday night, June 26, and the association became a Lodge to be known as Jamaica Lodge 9610. The officers are: P. N. F. Solomon Midgett; N. F. Walter Brooks; P. N. G. Robert Watkins; N. G. Joseph Kline; V. G. Wm. Perdue; P. S. Walter Hughes; F. S. W. Willis Yarborough; E. S. Robert Howard; Warden, Samuel Sampson; W. Chaplain, Frederick Wilson; Advocate, Chas. G. Sneed, Jr.; Inside Guardian, Richard Hicks; L. Supporter to the N. G., Stanton Washington; Right Supporter to the S. G., Jacob Chisco; Left Supporter to V. G., Frank Shaw.	[733, 586, 970, 770]
article-paragraph: Miss Carrie Swan of Newark, N. J., formerly of Paterson, and W. Jackson of Philadelphia were quietly married in Philadelphia last week. They will reside in Philadelphia.	[976, 1335, 1219, 1387]
article-paragraph: from his late residence and conducted by the Rev. Mr. Hollins, of the Episcopal mission of Jamaica.	[268, 198, 486, 236]
news-column-5	[970, 198, 1219, 2049]
article-paragraph: Auburn, N. Y.—The Brotherhood of the A. M. E. Zion Church gave a strawberry and ice cream social on Friday evening June 25, at the residence of Mr. and Mrs. Robert Holland 65 Fitch avenue.	[733, 1054, 970, 1105]
article-paragraph: Albert Scott is running the boat plying between Buffalo and Duluth, Minn.	[7, 541, 255, 566]
article-paragraph: Miss Marie Green spent Sunday in Elmira, N. Y.	[16, 435, 230, 448]
ad-author-title: DR. BOOKER T. WASHINGTON'S	[1318, 1365, 1575, 1440]
article-paragraph: Mrs. Turner and Mrs. Mary Lawson of Brooklyn were the guests of Mr. and Mrs. C. G. Cannon.	[733, 1653, 970, 1678]
article-paragraph: Mrs. Lulu Haff as president, has been organized for that purpose.	[268, 1556, 486, 1581]
article-paragraph: Mr. and Mrs. G. F. Brooks entertained at dinner in honor of their daughter, Sunday, June 27, Mrs. Sarah Howard, Miss Sarah Johnson, Miss Elsie Townes and Harry J. Brooker.	[492, 1640, 727, 1691]
news-column-2	[262, 198, 486, 2154]
article-paragraph: Mrs. R. Johnson, Congress avenue, is sick. Mr. Hollins officiated.	[7, 1938, 255, 1964]
section-heading: NEW ROCHELLE, N. Y.	[268, 1895, 486, 1914]
article-paragraph: The Rev. and Mrs. S. Fartess, Miss Mildred Thomas and Miss Josephine James were guests at dinner on Monday of Mr. and Mrs. Carroll Smith, Putnam Hall.	[268, 1193, 486, 1245]
article-paragraph: The Rev. Mr. Grant of Circleville, Ohio, has been called to assume the pastorate of Antioch Baptist Church in Selinsville. Gerald Garland Mayo, three years	[1226, 925, 1451, 977]
article-paragraph: Sunday services at the Ebenezer Baptist church were well attended the pastor, the Rev. Chas. S. Fartess, preached at 11 a. m. Text: I press forward toward the mark for the prize of the higher calling of God; and at 8 p. m. Text: They that plow iniquity and sow wickedness shall reap the same. The choir rendered some choice selections under the direction of Mrs. C. S. Fartess.	[268, 1251, 486, 1369]
book-spine-icon	[1455, 1513, 1500, 1753]
article-paragraph: Yonkers, N. Y.—Services at the New A. M. E. Zion Church, Sunday, were largely attended both morning and evening. The Rev. John J. Smyer, pastor, preached morning and evening. His evening sermon was a patriotic one.	[492, 805, 727, 870]
article-paragraph: Miss Henrietta Wyatt, Mrs. Dennis, Mrs. L. L. Woods, John A. Wilson, who was the church delegate, and the Rev. Mr. Coffee, of the Bethel Church, attended the conference in Binghamton, N. Y., also Mrs. J. H. Ellison.	[492, 1812, 727, 1877]
article-paragraph: A. M. E. Zion Church increased its membership by two on Sunday. The Rev. C. C. Williams is preaching on a series of special sermons for the summer months, The Theme of Heaven.	[976, 709, 1219, 761]
article-paragraph: Mr. and Mrs. John Lightfoot of Newark, N. J., attended the commencement exercises of the New Rochelle high school, and spent a few days visiting their sister, Mrs. L. U. Jones.	[492, 357, 727, 409]
article-paragraph: On Sunday, June 13, a baby was born in the home of Mr. and Mrs. Wm. J. Perry. The little boy is named John after his grandfather.	[1458, 849, 1678, 888]
article-paragraph: Mr. and Mrs. Walter Gaither a few days last week.	[268, 942, 486, 967]
article-paragraph: Miss Mabel Kennington of Nelson street left Saturday morning for New York City where she will make her new home.	[733, 1412, 970, 1451]
article-paragraph: Daniel Yancey, of W. Center street, was the only Negro graduate from the North East Manual High School.	[1226, 300, 1451, 338]
article-paragraph: Miss Lizzie Wilson of Delaware has been the guest of Mrs. Arthur Fisher.	[1226, 573, 1451, 598]
article-paragraph: Class No. 4 of the A. M. E. Zion Sunday School will hold its picnic on July 17 at Genesee Valley Park.	[7, 509, 255, 535]
article-paragraph: Miss Dorothy Jones graduated from the New Rochelle high school Thursday evening, June 24, 1915. Miss Jones will enter Hunter College, New York City, in September.	[492, 216, 727, 267]
article-paragraph: Douglaston, N. Y.—The Rev. L. Walter De Shields occupied the pulpit Sunday at 11 a. m. and 8 p. m. in St. Peter's A. M. E. Church. Communion was administered at night. Sabbath school was well attended.	[492, 1908, 727, 1973]
article-paragraph: Mr. Robert Snelle attended conference at Binghamton, N. Y.	[7, 373, 255, 398]
article-paragraph: The Rev. S. H. V. Gumbs has been suffering from a nervous breakdown and is under the care of Dr. Louis N. Gilbert. He was unable to occupy the pulpit Sunday.	[7, 1831, 255, 1870]
article-paragraph: Brunswick, Ga.—Mrs. M. C. Buggs visited the graduation of her daughter, Miss Leula Buggs, at Fisk University. Mr. and Miss Buggs will visit their relatives in North Georgia before returning to Brunswick.	[1458, 708, 1678, 773]
article-paragraph: Sunday will be Women's Day at St. Peter's A. M. E. Church. Mrs. Rebecca Jackson, evangelist, Mrs. D. J. Henry, Mrs. Mary Lyons, Mrs. L. D. Henry, Mrs. E. D. Ashington and Mrs. E. Stark, of New York; Mrs. Ada A. Griffin, of Philadelphia; Misses Angeline and Jennie Robinson, and others, of Brooklyn, are expected. Preaching and Mite Feast at 11 a. m. by Evangelist Jackson. Platform meeting at 3 p. m. Preaching at 8 p. m.	[733, 286, 970, 404]
article-paragraph: Miss Eva Lee and Miss Margaret Johnson of Elmira were the guests of Mrs. E. P. Cooper.	[733, 2000, 970, 2026]
article-paragraph: Mr. and Mrs. Edward Vance, 518 High street, entertained recently at dinner. Their guests were the Rev. and Mrs. L. L. Woods, Mrs. Sarah Howard and Miss S. Johnson.	[492, 1697, 727, 1749]
article-paragraph: An organist is wanted at the St. Peter's A. M. E. Church.	[733, 468, 970, 493]
article-paragraph: Mrs. J. G. Lee of Rochester chaperoned	[743, 2031, 919, 2044]
article-paragraph: Mrs. Addie Jackson and Miss B. Jackson of Tarrytown stopped with Mr. and Mrs. Perry Williams.	[733, 1773, 970, 1812]
section-heading: COLUMBUS, OHIO.	[1226, 800, 1451, 819]
article-paragraph: Napoleon Jackson has purchased a touring car.	[277, 892, 484, 905]
article-paragraph: Solomon A. Bond of Baltimore Md., Grand Master of the Order of Moses visited the city last week. While here he was the guest of the Grand Recording Secretary and Mrs. Joseph P. Smith.	[7, 1021, 255, 1073]
article-paragraph: Mrs. Ada Townes was elected delegate to the state convention of Household of Ruth, to meet in August at Poughkeepsie, N. Y.	[7, 572, 255, 611]
article-paragraph: P. M. Williams, Scott of Integrity, No. 51, F. & A. M., attended the Grand Lodge at Cape May, N. J., during the week.	[976, 1068, 1219, 1107]
section-heading: PAWLING, N. Y.	[77, 201, 185, 216]
section-heading: PHILADELPHIA, PA.	[976, 1625, 1219, 1644]
masthead-ornament-right	[1568, 16, 1647, 178]
article-paragraph: The Empire State Federation of Colored Women held a convocation in this city, July 2. The convention was a great success. Delegates were here from all parts of the state.	[733, 1111, 970, 1163]
article-paragraph: Corning, N. Y.—Mrs. A. D. Watkins entertained at cards Monday evening, in honor of Miss Mary L. Jackson of Schenectady, who is visiting her aunt Mrs. R. Smith; and for Miss Edith Howard who is leaving the city for Buffalo.	[7, 302, 255, 367]
ad-offer: WHOLE SET ONLY TWO ($2) DOLLARS DOWN and the balance at $1.00 per month for six months	[1237, 1766, 1655, 1805]
article-paragraph: The Teachers' Training Class of Allen Church held its meeting last Thursday evening at the residence of Miss Eleanor Fareira, Flushing. Ice cream and cake were served.	[733, 820, 970, 872]
article-paragraph: Jamaica, N. Y.—Miss Ethel Jackson, 119 Smith street, is out, after an illness of five weeks.	[733, 523, 970, 549]
ad-book-entry	[1227, 1870, 1442, 1919]
article-paragraph: The Christian Endeavor Society was conducted by President John N. James Sunday, July 4.	[492, 920, 727, 946]
section-heading: BIRMINGHAM, ALA.	[1458, 479, 1678, 498]
article-paragraph: Miss Clara Bell Kellogg, Lula E. Dent, Bennett Thompson, Mary Farrier, Margaret Burroughs, Edna Byran, Lily Farley and Willie Mae Spellers; H. Polite, T. C. Meye rsand Wilson McMillin have returned from school.	[1458, 779, 1678, 844]
article-paragraph: Mrs. Alvah Deyo and Mrs. Emma Waters are still confined to the house, though improving.	[268, 1760, 486, 1785]
section-heading: POUGHKEEPSIE, N. Y.	[268, 1113, 486, 1132]
masthead-title: OUT OF TOWN CORRESPONDENCE	[347, 102, 1332, 163]
section-heading: ITHACA, N. Y.	[268, 522, 486, 541]
article-paragraph: On Monday, July 5, the church celebrated its 72nd anniversary.	[733, 998, 970, 1023]
article-paragraph: Poughkeepsie, N. Y.—Miss Conelia Gamble of New Jersey, is the guest of Mrs. Wm. Heddle, 96 North Clinton street the Rev. Mr. Hartman of Jersey City.	[268, 1136, 486, 1188]
article-paragraph: Charles F. Borden visited his family Sunday, July 4.	[492, 951, 727, 977]
article-paragraph: George H. White, Jr., son of ex-Congressman White, graduated in law from the Western Reserve University, Cleveland, Ohio.	[1226, 344, 1451, 383]
section-heading: ROCHESTER, N. Y.	[7, 455, 255, 474]
order-form-addressee: A. R. STEWART,	[1227, 2056, 1304, 2068]
article-paragraph: Misses Clara Smith and Eleanor Dunn are among the city's graduates this term.	[976, 909, 1219, 934]
book-spine-icon	[1302, 1513, 1347, 1753]
